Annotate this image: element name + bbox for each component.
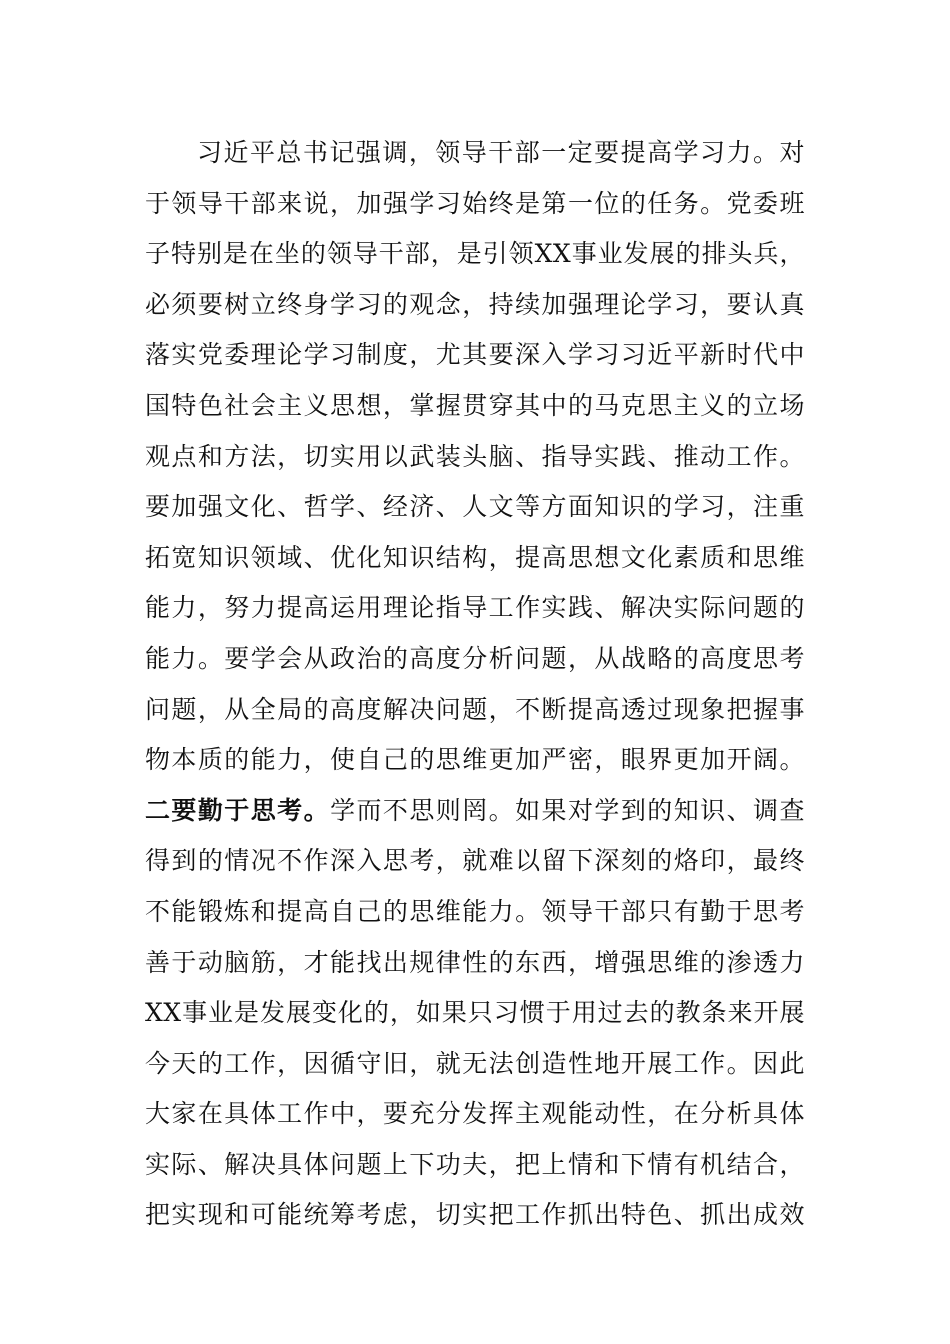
paragraph-1-line-12: 问题，从全局的高度解决问题，不断提高透过现象把握事 [145, 694, 805, 724]
paragraph-1-line-3: 子特别是在坐的领导干部，是引领XX事业发展的排头兵， [145, 239, 805, 269]
paragraph-2-line-6: 今天的工作，因循守旧，就无法创造性地开展工作。因此 [145, 1048, 805, 1078]
paragraph-1-line-5: 落实党委理论学习制度，尤其要深入学习习近平新时代中 [145, 340, 805, 370]
paragraph-1-line-2: 于领导干部来说，加强学习始终是第一位的任务。党委班 [145, 188, 805, 218]
paragraph-2-line-7: 大家在具体工作中，要充分发挥主观能动性，在分析具体 [145, 1099, 805, 1129]
paragraph-1-line-9: 拓宽知识领域、优化知识结构，提高思想文化素质和思维 [145, 542, 805, 572]
paragraph-2-line-1 [145, 786, 805, 837]
paragraph-2-line-2: 得到的情况不作深入思考，就难以留下深刻的烙印，最终 [145, 846, 805, 876]
paragraph-2-line-9: 把实现和可能统筹考虑，切实把工作抓出特色、抓出成效 [145, 1200, 805, 1230]
paragraph-2-line-8: 实际、解决具体问题上下功夫，把上情和下情有机结合， [145, 1149, 805, 1179]
paragraph-2-line-4: 善于动脑筋，才能找出规律性的东西，增强思维的渗透力 [145, 947, 805, 977]
paragraph-1-line-1: 习近平总书记强调，领导干部一定要提高学习力。对 [197, 138, 805, 167]
paragraph-2-line-1-text: 学而不思则罔。如果对学到的知识、调查 [330, 795, 805, 825]
document-page [145, 128, 805, 1241]
paragraph-2-line-5: XX事业是发展变化的，如果只习惯于用过去的教条来开展 [145, 998, 805, 1028]
section-heading: 二要勤于思考。 [145, 795, 331, 825]
paragraph-2-line-3: 不能锻炼和提高自己的思维能力。领导干部只有勤于思考 [145, 896, 805, 926]
paragraph-1-line-6: 国特色社会主义思想，掌握贯穿其中的马克思主义的立场 [145, 390, 805, 420]
paragraph-1-line-10: 能力，努力提高运用理论指导工作实践、解决实际问题的 [145, 593, 805, 623]
paragraph-1-line-7: 观点和方法，切实用以武装头脑、指导实践、推动工作。 [145, 441, 805, 471]
paragraph-1-line-13: 物本质的能力，使自己的思维更加严密，眼界更加开阔。 [145, 745, 805, 775]
paragraph-1-line-4: 必须要树立终身学习的观念，持续加强理论学习，要认真 [145, 289, 805, 319]
paragraph-1-line-11: 能力。要学会从政治的高度分析问题，从战略的高度思考 [145, 643, 805, 673]
paragraph-1-line-8: 要加强文化、哲学、经济、人文等方面知识的学习，注重 [145, 492, 805, 522]
